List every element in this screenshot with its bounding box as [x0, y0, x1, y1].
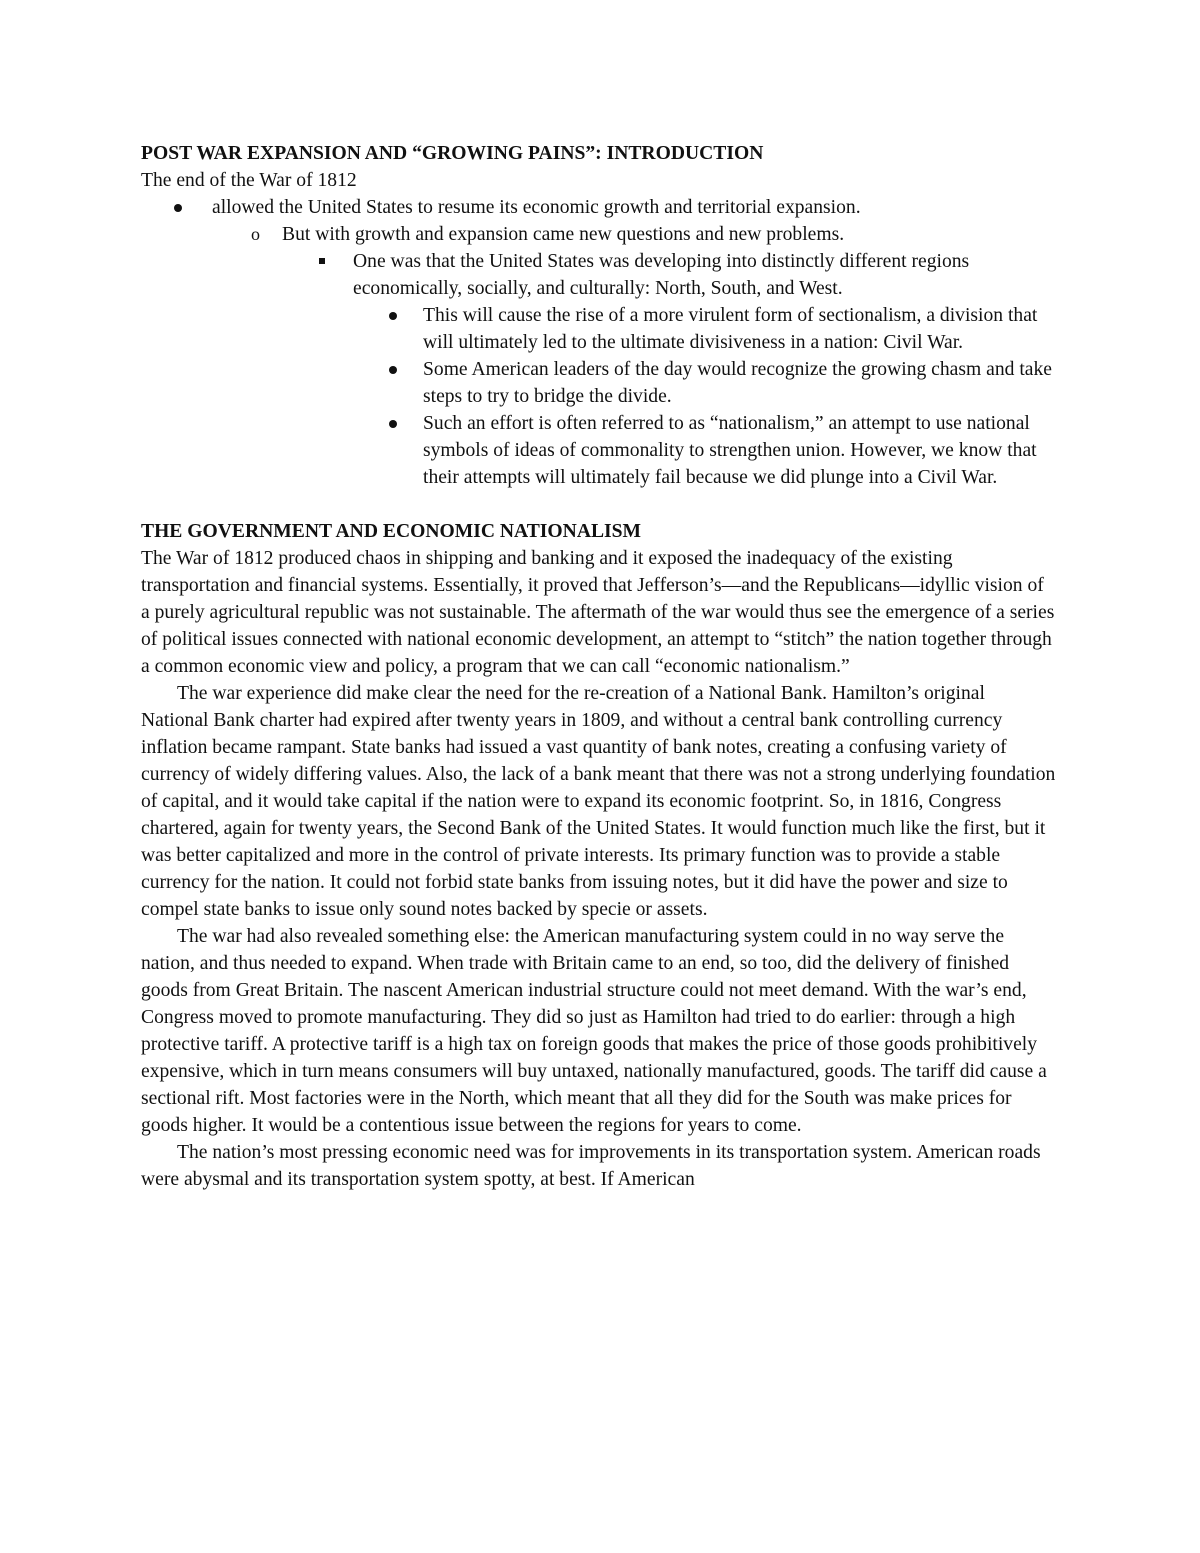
- bullet-dot-icon: [389, 366, 397, 374]
- section-heading-economic-nationalism: THE GOVERNMENT AND ECONOMIC NATIONALISM: [141, 521, 642, 542]
- bullet-dot-icon: [389, 312, 397, 320]
- section-heading-introduction: POST WAR EXPANSION AND “GROWING PAINS”: INTRODUCTION: [141, 143, 764, 164]
- list-item-text: Some American leaders of the day would recognize the growing chasm and take steps to try to bridge the divide.: [423, 359, 1052, 407]
- list-item-text: This will cause the rise of a more virulent form of sectionalism, a division that will ultimately led to the ultimate divisiveness in a nation: Civil War.: [423, 305, 1038, 353]
- list-item-text: allowed the United States to resume its economic growth and territorial expansion.: [212, 197, 861, 218]
- bullet-circle-icon: o: [251, 224, 260, 244]
- list-item-level3: [141, 248, 1056, 302]
- list-item-level4: [141, 356, 1056, 410]
- list-item-level2: [141, 221, 1056, 248]
- list-item-level4: [141, 410, 1056, 491]
- bullet-square-icon: [319, 258, 325, 264]
- list-item-text: But with growth and expansion came new questions and new problems.: [282, 224, 845, 245]
- section-spacer: [141, 491, 1056, 518]
- list-item-text: One was that the United States was developing into distinctly different regions economically, socially, and culturally: North, South, and West.: [353, 251, 970, 299]
- body-paragraph: The war had also revealed something else: the American manufacturing system could in no way serve the nation, and thus needed to expand. When trade with Britain came to an end, so too, did the delivery of finished goods from Great Britain. The nascent American industrial structure could not meet demand. With the war’s end, Congress moved to promote manufacturing. They did so just as Hamilton had tried to do earlier: through a high protective tariff. A protective tariff is a high tax on foreign goods that makes the price of those goods prohibitively expensive, which in turn means consumers will buy untaxed, nationally manufactured, goods. The tariff did cause a sectional rift. Most factories were in the North, which meant that all they did for the South was make prices for goods higher. It would be a contentious issue between the regions for years to come.: [141, 926, 1047, 1136]
- document-page: [141, 140, 1056, 1193]
- bullet-dot-icon: [174, 204, 182, 212]
- bullet-dot-icon: [389, 420, 397, 428]
- list-item-level4: [141, 302, 1056, 356]
- list-item-level1: [141, 194, 1056, 221]
- body-paragraph: The war experience did make clear the need for the re-creation of a National Bank. Hamilton’s original National Bank charter had expired after twenty years in 1809, and without a central bank controlling currency inflation became rampant. State banks had issued a vast quantity of bank notes, creating a confusing variety of currency of widely differing values. Also, the lack of a bank meant that there was not a strong underlying foundation of capital, and it would take capital if the nation were to expand its economic footprint. So, in 1816, Congress chartered, again for twenty years, the Second Bank of the United States. It would function much like the first, but it was better capitalized and more in the control of private interests. Its primary function was to provide a stable currency for the nation. It could not forbid state banks from issuing notes, but it did have the power and size to compel state banks to issue only sound notes backed by specie or assets.: [141, 683, 1056, 920]
- body-paragraph: The nation’s most pressing economic need was for improvements in its transportation system. American roads were abysmal and its transportation system spotty, at best. If American: [141, 1142, 1041, 1190]
- intro-lead-line: The end of the War of 1812: [141, 170, 357, 191]
- body-paragraph: The War of 1812 produced chaos in shipping and banking and it exposed the inadequacy of the existing transportation and financial systems. Essentially, it proved that Jefferson’s—and the Republicans—idyllic vision of a purely agricultural republic was not sustainable. The aftermath of the war would thus see the emergence of a series of political issues connected with national economic development, an attempt to “stitch” the nation together through a common economic view and policy, a program that we can call “economic nationalism.”: [141, 548, 1055, 677]
- list-item-text: Such an effort is often referred to as “nationalism,” an attempt to use national symbols of ideas of commonality to strengthen union. However, we know that their attempts will ultimately fail because we did plunge into a Civil War.: [423, 413, 1037, 488]
